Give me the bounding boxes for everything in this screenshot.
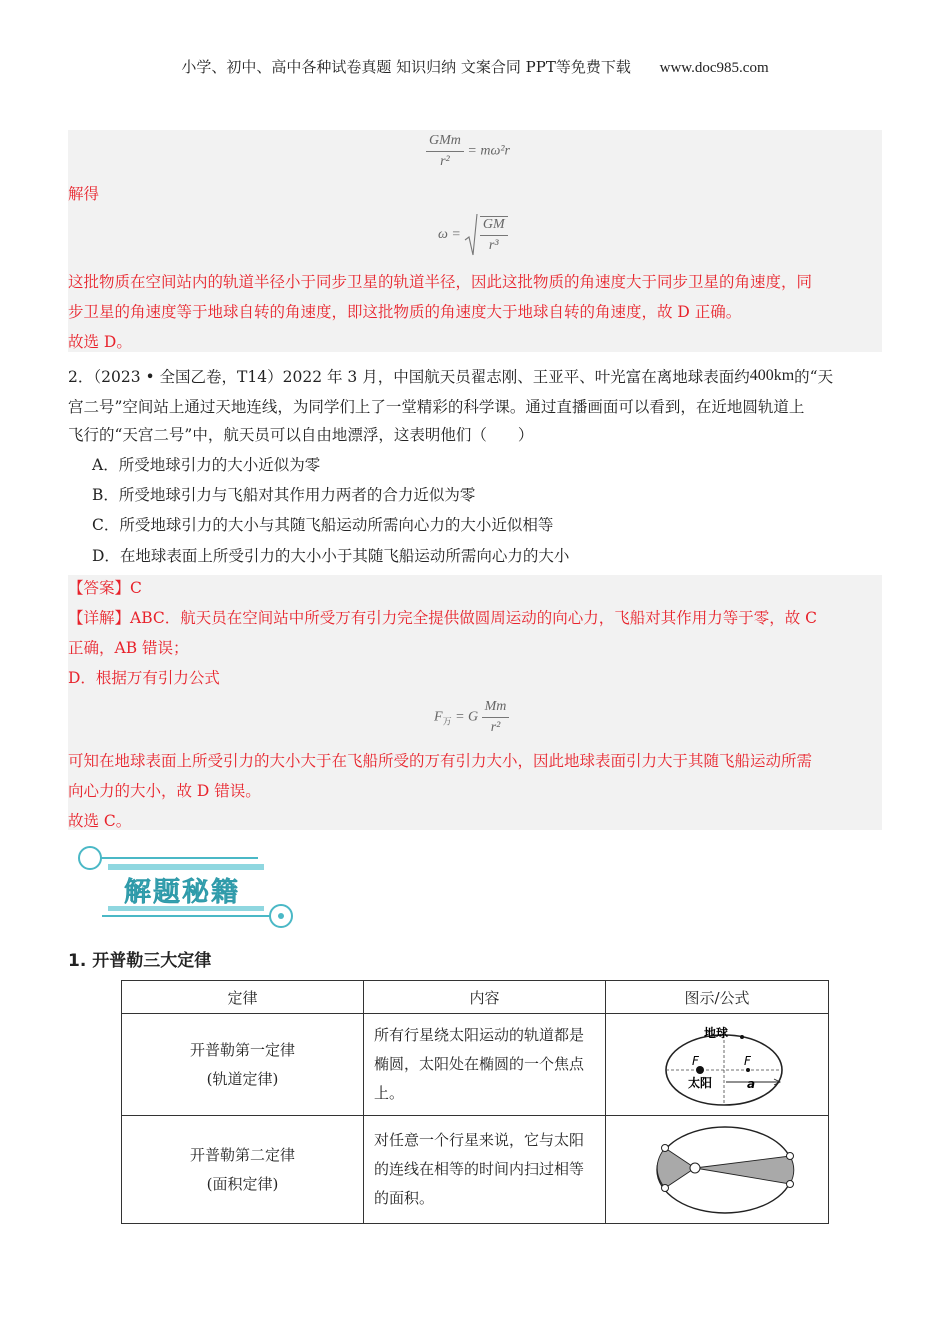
solution2-formula: $F_万 = G$ $\frac{Mm}{\text{r²}}$ bbox=[434, 699, 509, 736]
svg-text:F: F bbox=[692, 1053, 699, 1068]
question2-line2: 宫二号”空间站上通过天地连线，为同学们上了一堂精彩的科学课。通过直播画面可以看到，在近地圆轨道上 bbox=[68, 398, 805, 416]
law-name: 开普勒第二定律 bbox=[189, 1145, 295, 1164]
law-alias: (面积定律) bbox=[206, 1174, 279, 1193]
tips-banner bbox=[72, 840, 302, 940]
question2-option-c[interactable]: C．所受地球引力的大小与其随飞船运动所需向心力的大小近似相等 bbox=[92, 516, 554, 534]
law-content: 对任意一个行星来说，它与太阳的连线在相等的时间内扫过相等的面积。 bbox=[364, 1116, 606, 1224]
orbit-ellipse-diagram bbox=[642, 1018, 792, 1112]
svg-text:地球: 地球 bbox=[704, 1025, 729, 1040]
solution1-formula2: ω = $\frac{GM}{\text{r³}}$ bbox=[438, 212, 508, 258]
solution1-choose: 故选 D。 bbox=[68, 333, 132, 351]
solution2-choose: 故选 C。 bbox=[68, 812, 132, 830]
table-header-row bbox=[122, 981, 829, 1014]
equal-area-diagram bbox=[637, 1120, 797, 1220]
sqrt-symbol bbox=[464, 212, 478, 258]
law-name-cell bbox=[122, 1014, 364, 1116]
solution1-explain-line1: 这批物质在空间站内的轨道半径小于同步卫星的轨道半径，因此这批物质的角速度大于同步卫星的角速度，同 bbox=[68, 273, 813, 291]
question2-option-a[interactable]: A．所受地球引力的大小近似为零 bbox=[92, 456, 321, 474]
question2-option-d[interactable]: D．在地球表面上所受引力的大小小于其随飞船运动所需向心力的大小 bbox=[92, 547, 570, 565]
solution2-explain-line1: 可知在地球表面上所受引力的大小大于在飞船所受的万有引力大小，因此地球表面引力大于其随飞船运动所需 bbox=[68, 752, 813, 770]
question2-option-b[interactable]: B．所受地球引力与飞船对其作用力两者的合力近似为零 bbox=[92, 486, 476, 504]
header-url[interactable]: www.doc985.com bbox=[659, 60, 769, 76]
solution2-explain-line2: 向心力的大小，故 D 错误。 bbox=[68, 782, 261, 800]
table-row bbox=[122, 1116, 829, 1224]
solution1-jiede: 解得 bbox=[68, 185, 100, 203]
law-diagram-cell bbox=[606, 1116, 829, 1224]
solution2-detail-line1: 【详解】ABC．航天员在空间站中所受万有引力完全提供做圆周运动的向心力，飞船对其作用力等于零，故 C bbox=[68, 609, 818, 627]
law-diagram-cell bbox=[606, 1014, 829, 1116]
header-law: 定律 bbox=[122, 981, 364, 1014]
svg-text:F: F bbox=[744, 1053, 751, 1068]
svg-text:太阳: 太阳 bbox=[688, 1075, 713, 1090]
solution2-detail-line3: D．根据万有引力公式 bbox=[68, 669, 220, 687]
law-name-cell bbox=[122, 1116, 364, 1224]
header-content: 内容 bbox=[364, 981, 606, 1014]
law-name: 开普勒第一定律 bbox=[189, 1040, 295, 1059]
kepler-laws-table bbox=[121, 980, 829, 1224]
solution1-formula1: $\frac{\text{GMm}}{\text{r²}}$ = mω²r bbox=[426, 133, 510, 170]
header-diagram: 图示/公式 bbox=[606, 981, 829, 1014]
solution2-detail-line2: 正确，AB 错误； bbox=[68, 639, 189, 657]
solution1-explain-line2: 步卫星的角速度等于地球自转的角速度，即这批物质的角速度大于地球自转的角速度，故 D 正确。 bbox=[68, 303, 742, 321]
table-row bbox=[122, 1014, 829, 1116]
question2-distance: 400km bbox=[749, 367, 795, 384]
law-content: 所有行星绕太阳运动的轨道都是椭圆，太阳处在椭圆的一个焦点上。 bbox=[364, 1014, 606, 1116]
banner-title: 解题秘籍 bbox=[124, 877, 240, 908]
section-title: 1. 开普勒三大定律 bbox=[68, 951, 212, 971]
page-header bbox=[0, 56, 950, 77]
question2-line1: 2．（2023 • 全国乙卷，T14）2022 年 3 月，中国航天员翟志刚、王亚平、叶光富在离地球表面约400km的“天 bbox=[68, 367, 834, 386]
header-text: 小学、初中、高中各种试卷真题 知识归纳 文案合同 PPT等免费下载 bbox=[181, 58, 631, 76]
question2-line3: 飞行的“天宫二号”中，航天员可以自由地漂浮，这表明他们（ ） bbox=[68, 426, 534, 444]
law-alias: (轨道定律) bbox=[206, 1069, 279, 1088]
svg-text:a: a bbox=[747, 1076, 756, 1091]
solution2-answer: 【答案】C bbox=[68, 579, 142, 597]
